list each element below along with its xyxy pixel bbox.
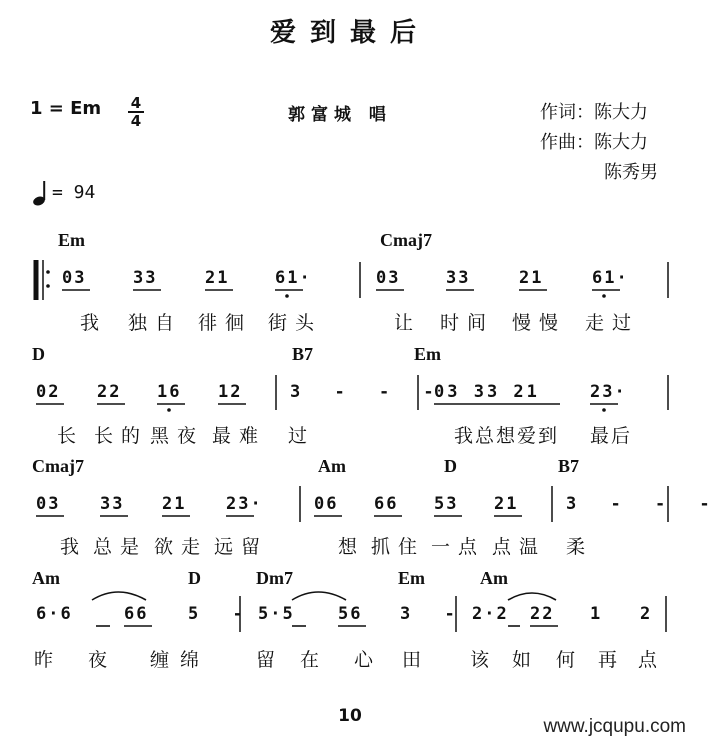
lyric-text: 一点 bbox=[431, 536, 486, 558]
slur bbox=[292, 592, 346, 600]
notation-number: 33 bbox=[446, 268, 471, 288]
page-number: 10 bbox=[338, 706, 362, 726]
lyric-text: 过 bbox=[288, 425, 316, 447]
notation-number: 02 bbox=[36, 382, 61, 402]
chord-label: Em bbox=[398, 568, 425, 588]
octave-dot bbox=[285, 294, 289, 298]
chord-label: Dm7 bbox=[256, 568, 293, 588]
notation-number: 16 bbox=[157, 382, 182, 402]
notation-number: 03 bbox=[376, 268, 401, 288]
lyric-text: 远留 bbox=[214, 536, 269, 558]
lyric-text: 长的 bbox=[94, 425, 149, 447]
lyric-text: 何 bbox=[556, 649, 584, 671]
lyric-text: 长 bbox=[57, 425, 85, 447]
lyric-text: 柔 bbox=[566, 536, 594, 558]
lyric-text: 徘徊 bbox=[198, 312, 253, 334]
notation-number: 03 bbox=[62, 268, 87, 288]
lyric-text: 在 bbox=[300, 649, 328, 671]
notation-number: 2·2 bbox=[472, 604, 509, 624]
notation-number: 61· bbox=[275, 268, 312, 288]
lyricist-credit: 作词：陈大力 bbox=[540, 102, 648, 123]
notation-number: 6·6 bbox=[36, 604, 73, 624]
chord-label: D bbox=[444, 456, 457, 476]
lyric-text: 最后 bbox=[590, 425, 633, 447]
tempo-marking: = 94 bbox=[52, 182, 96, 203]
chord-label: B7 bbox=[292, 344, 314, 364]
lyric-text: 抓住 bbox=[371, 536, 426, 558]
lyric-text: 绵 bbox=[180, 649, 208, 671]
time-signature-top: 4 bbox=[130, 94, 142, 112]
lyric-text: 最难 bbox=[212, 425, 267, 447]
chord-label: Am bbox=[32, 568, 60, 588]
notation-number: 21 bbox=[205, 268, 230, 288]
notation-number: 66 bbox=[124, 604, 149, 624]
octave-dot bbox=[602, 294, 606, 298]
slur bbox=[508, 593, 556, 600]
notation-number: 06 bbox=[314, 494, 339, 514]
composer-credit-2: 陈秀男 bbox=[604, 162, 658, 183]
notation-number: 21 bbox=[162, 494, 187, 514]
chord-label: Cmaj7 bbox=[32, 456, 84, 476]
notation-number: 53 bbox=[434, 494, 459, 514]
notation-number: 12 bbox=[218, 382, 243, 402]
lyric-text: 点 bbox=[638, 649, 666, 671]
singer-credit: 郭富城 唱 bbox=[288, 105, 392, 125]
notation-number: 33 bbox=[133, 268, 158, 288]
lyric-text: 留 bbox=[256, 649, 284, 671]
lyric-text: 欲走 bbox=[154, 536, 209, 558]
notation-number: 21 bbox=[494, 494, 519, 514]
lyric-text: 黑夜 bbox=[150, 425, 205, 447]
notation-number: 5 - bbox=[188, 604, 255, 624]
chord-label: B7 bbox=[558, 456, 580, 476]
lyric-text: 让 bbox=[394, 312, 422, 334]
lyric-text: 街头 bbox=[268, 312, 323, 334]
composer-credit: 作曲：陈大力 bbox=[540, 132, 648, 153]
chord-label: Am bbox=[318, 456, 346, 476]
chord-label: Am bbox=[480, 568, 508, 588]
chord-label: D bbox=[188, 568, 201, 588]
notation-number: 22 bbox=[97, 382, 122, 402]
notation-number: 22 bbox=[530, 604, 555, 624]
song-title: 爱到最后 bbox=[269, 18, 430, 48]
repeat-dot bbox=[46, 284, 50, 288]
lyric-text: 独自 bbox=[128, 312, 183, 334]
slur bbox=[92, 592, 146, 600]
notation-number: 21 bbox=[519, 268, 544, 288]
time-signature-bottom: 4 bbox=[130, 112, 142, 130]
site-watermark: www.jcqupu.com bbox=[543, 716, 686, 737]
lyric-text: 想 bbox=[338, 536, 366, 558]
lyric-text: 如 bbox=[512, 649, 540, 671]
lyric-text: 再 bbox=[598, 649, 626, 671]
octave-dot bbox=[602, 408, 606, 412]
notation-number: 56 bbox=[338, 604, 363, 624]
notation-number: 3 - bbox=[400, 604, 467, 624]
notation-number: 2 bbox=[640, 604, 653, 624]
lyric-text: 昨 bbox=[34, 649, 62, 671]
chord-label: Em bbox=[414, 344, 441, 364]
chord-label: Em bbox=[58, 230, 85, 250]
notation-number: 5·5 bbox=[258, 604, 295, 624]
notation-number: 66 bbox=[374, 494, 399, 514]
chord-label: D bbox=[32, 344, 45, 364]
lyric-text: 走过 bbox=[585, 312, 640, 334]
octave-dot bbox=[167, 408, 171, 412]
chord-label: Cmaj7 bbox=[380, 230, 432, 250]
lyric-text: 总是 bbox=[93, 536, 148, 558]
lyric-text: 我 bbox=[80, 312, 108, 334]
lyric-text: 时间 bbox=[440, 312, 495, 334]
notation-number: 1 bbox=[590, 604, 603, 624]
notation-number: 3 - - - bbox=[566, 494, 722, 514]
notation-number: 03 33 21 bbox=[434, 382, 540, 402]
lyric-text: 慢慢 bbox=[512, 312, 567, 334]
notation-number: 33 bbox=[100, 494, 125, 514]
lyric-text: 我总想爱到 bbox=[454, 425, 560, 447]
notation-number: 23· bbox=[226, 494, 263, 514]
lyric-text: 夜 bbox=[88, 649, 116, 671]
lyric-text: 我 bbox=[60, 536, 88, 558]
notation-number: 3 - - - bbox=[290, 382, 446, 402]
repeat-dot bbox=[46, 270, 50, 274]
key-signature: 1 = Em bbox=[30, 98, 102, 119]
lyric-text: 田 bbox=[402, 649, 430, 671]
lyric-text: 缠 bbox=[150, 649, 178, 671]
notation-number: 61· bbox=[592, 268, 629, 288]
lyric-text: 点温 bbox=[492, 536, 547, 558]
lyric-text: 该 bbox=[470, 649, 498, 671]
lyric-text: 心 bbox=[354, 649, 382, 671]
notation-number: 23· bbox=[590, 382, 627, 402]
notation-number: 03 bbox=[36, 494, 61, 514]
